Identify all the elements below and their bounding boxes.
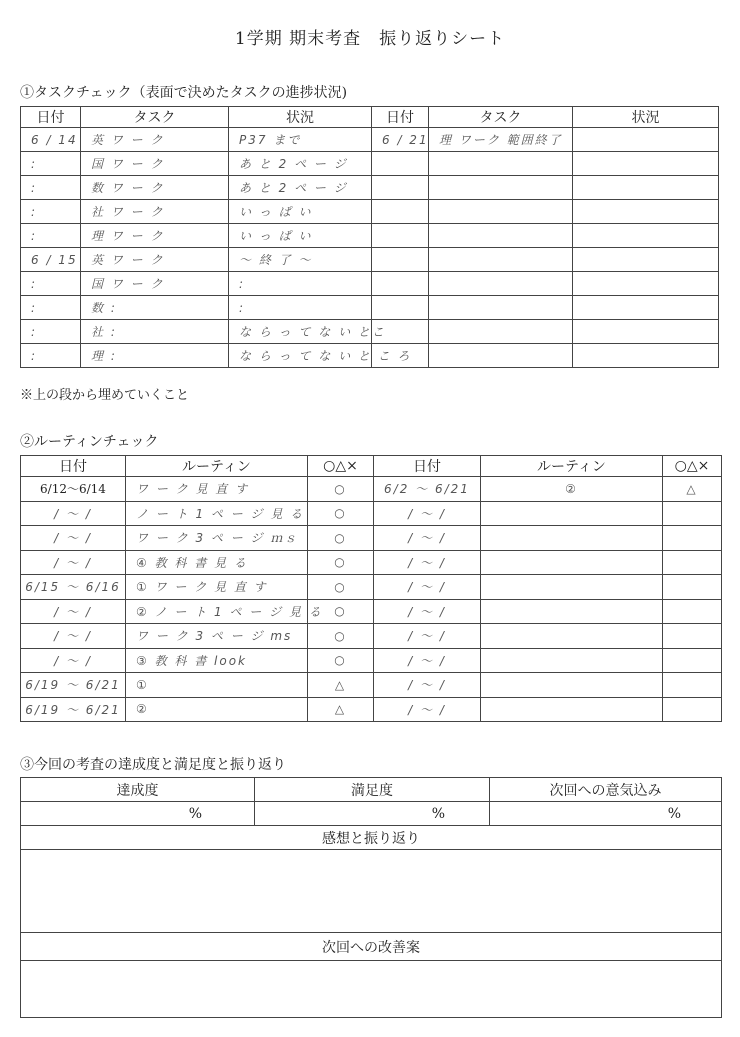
routine-name-right[interactable] <box>481 599 663 624</box>
task-header-status-left: 状況 <box>229 107 372 128</box>
routine-row <box>21 673 722 698</box>
impressions-label: 感想と振り返り <box>21 826 722 850</box>
routine-name-right[interactable] <box>481 526 663 551</box>
routine-row <box>21 697 722 722</box>
task-status-left[interactable]: な ら っ て な い と こ ろ <box>229 344 372 368</box>
task-date-left[interactable]: 6 / 14 <box>21 128 81 152</box>
task-name-left[interactable]: 社 : <box>81 320 229 344</box>
routine-date-right[interactable]: / ～ / <box>374 599 481 624</box>
routine-mark-right[interactable] <box>663 501 722 526</box>
routine-date-left[interactable]: 6/19 ～ 6/21 <box>21 697 126 722</box>
task-date-left[interactable]: : <box>21 176 81 200</box>
task-name-left[interactable]: 理 ワ ー ク <box>81 224 229 248</box>
task-name-right[interactable] <box>429 200 573 224</box>
satisfaction-percent[interactable]: % <box>255 802 490 826</box>
routine-body <box>21 477 722 722</box>
task-date-left[interactable]: 6 / 15 <box>21 248 81 272</box>
task-row <box>21 344 719 368</box>
routine-date-left[interactable]: 6/12～6/14 <box>21 477 126 502</box>
routine-name-right[interactable] <box>481 673 663 698</box>
task-note: ※上の段から埋めていくこと <box>20 388 190 403</box>
improvements-label: 次回への改善案 <box>21 933 722 961</box>
routine-header-date-right: 日付 <box>374 456 481 477</box>
routine-name-left[interactable]: ワ ー ク 見 直 す <box>126 477 308 502</box>
review-section-heading: ③今回の考査の達成度と満足度と振り返り <box>20 757 286 773</box>
task-row <box>21 176 719 200</box>
routine-name-right[interactable] <box>481 648 663 673</box>
routine-mark-left[interactable]: △ <box>308 673 374 698</box>
routine-name-right[interactable] <box>481 550 663 575</box>
impressions-area[interactable] <box>21 850 722 933</box>
task-date-left[interactable]: : <box>21 272 81 296</box>
review-header-row <box>21 778 722 802</box>
routine-name-right[interactable] <box>481 501 663 526</box>
routine-mark-left[interactable]: ○ <box>308 648 374 673</box>
task-date-right[interactable] <box>372 272 429 296</box>
routine-date-left[interactable]: 6/15 ～ 6/16 <box>21 575 126 600</box>
task-status-left[interactable]: あ と 2 ペ ー ジ <box>229 152 372 176</box>
review-percent-row <box>21 802 722 826</box>
routine-header-row <box>21 456 722 477</box>
routine-mark-left[interactable]: ○ <box>308 526 374 551</box>
routine-section-heading: ②ルーティンチェック <box>20 434 159 450</box>
task-status-right[interactable] <box>573 128 719 152</box>
task-name-right[interactable] <box>429 176 573 200</box>
impressions-label-row <box>21 826 722 850</box>
routine-mark-right[interactable] <box>663 673 722 698</box>
routine-date-right[interactable]: / ～ / <box>374 501 481 526</box>
achievement-percent[interactable]: % <box>21 802 255 826</box>
task-row <box>21 272 719 296</box>
task-date-left[interactable]: : <box>21 320 81 344</box>
task-header-task-right: タスク <box>429 107 573 128</box>
routine-mark-right[interactable] <box>663 575 722 600</box>
task-header-date-right: 日付 <box>372 107 429 128</box>
task-name-right[interactable] <box>429 296 573 320</box>
routine-header-routine-left: ルーティン <box>126 456 308 477</box>
task-status-right[interactable] <box>573 344 719 368</box>
task-date-left[interactable]: : <box>21 152 81 176</box>
routine-name-left[interactable]: ② ノ ー ト 1 ペ ー ジ 見 る <box>126 599 308 624</box>
achievement-header: 達成度 <box>21 778 255 802</box>
routine-date-right[interactable]: 6/2 ～ 6/21 <box>374 477 481 502</box>
task-date-left[interactable]: : <box>21 200 81 224</box>
task-date-right[interactable] <box>372 152 429 176</box>
task-status-right[interactable] <box>573 152 719 176</box>
task-name-right[interactable] <box>429 224 573 248</box>
routine-row <box>21 526 722 551</box>
routine-date-left[interactable]: / ～ / <box>21 501 126 526</box>
task-name-right[interactable] <box>429 272 573 296</box>
task-status-left[interactable]: あ と 2 ペ ー ジ <box>229 176 372 200</box>
impressions-area-row <box>21 850 722 933</box>
task-status-right[interactable] <box>573 296 719 320</box>
routine-name-right[interactable]: ② <box>481 477 663 502</box>
routine-mark-right[interactable] <box>663 648 722 673</box>
task-date-left[interactable]: : <box>21 224 81 248</box>
routine-name-left[interactable]: ワ ー ク 3 ペ ー ジ ms <box>126 624 308 649</box>
task-name-left[interactable]: 社 ワ ー ク <box>81 200 229 224</box>
next-goal-percent[interactable]: % <box>490 802 722 826</box>
task-status-left[interactable]: な ら っ て な い とこ <box>229 320 372 344</box>
task-name-left[interactable]: 国 ワ ー ク <box>81 152 229 176</box>
task-row <box>21 296 719 320</box>
task-status-left[interactable]: い っ ぱ い <box>229 200 372 224</box>
task-status-right[interactable] <box>573 176 719 200</box>
next-goal-header: 次回への意気込み <box>490 778 722 802</box>
routine-row <box>21 550 722 575</box>
routine-mark-left[interactable]: ○ <box>308 501 374 526</box>
routine-mark-left[interactable]: ○ <box>308 624 374 649</box>
task-name-left[interactable]: 理 : <box>81 344 229 368</box>
task-row <box>21 128 719 152</box>
routine-date-right[interactable]: / ～ / <box>374 575 481 600</box>
routine-check-table <box>20 455 722 722</box>
routine-name-left[interactable]: ② <box>126 697 308 722</box>
routine-mark-left[interactable]: ○ <box>308 550 374 575</box>
routine-row <box>21 501 722 526</box>
task-header-task-left: タスク <box>81 107 229 128</box>
routine-mark-right[interactable] <box>663 526 722 551</box>
routine-row <box>21 599 722 624</box>
routine-mark-right[interactable]: △ <box>663 477 722 502</box>
routine-date-left[interactable]: / ～ / <box>21 526 126 551</box>
routine-date-right[interactable]: / ～ / <box>374 624 481 649</box>
routine-mark-right[interactable] <box>663 624 722 649</box>
routine-mark-left[interactable]: △ <box>308 697 374 722</box>
task-name-left[interactable]: 数 ワ ー ク <box>81 176 229 200</box>
routine-name-left[interactable]: ① ワ ー ク 見 直 す <box>126 575 308 600</box>
task-body <box>21 128 719 368</box>
task-status-left[interactable]: P37 まで <box>229 128 372 152</box>
task-name-right[interactable] <box>429 248 573 272</box>
routine-mark-left[interactable]: ○ <box>308 599 374 624</box>
routine-date-left[interactable]: / ～ / <box>21 599 126 624</box>
task-date-right[interactable]: 6 / 21 <box>372 128 429 152</box>
review-table <box>20 777 722 1018</box>
routine-name-right[interactable] <box>481 697 663 722</box>
routine-mark-right[interactable] <box>663 550 722 575</box>
routine-row <box>21 624 722 649</box>
task-status-right[interactable] <box>573 200 719 224</box>
routine-mark-left[interactable]: ○ <box>308 477 374 502</box>
task-date-right[interactable] <box>372 248 429 272</box>
routine-mark-right[interactable] <box>663 697 722 722</box>
task-date-right[interactable] <box>372 176 429 200</box>
improvements-label-row <box>21 933 722 961</box>
routine-date-right[interactable]: / ～ / <box>374 526 481 551</box>
task-name-left[interactable]: 国 ワ ー ク <box>81 272 229 296</box>
task-row <box>21 248 719 272</box>
task-header-status-right: 状況 <box>573 107 719 128</box>
task-status-left[interactable]: い っ ぱ い <box>229 224 372 248</box>
routine-name-left[interactable]: ① <box>126 673 308 698</box>
task-date-left[interactable]: : <box>21 344 81 368</box>
routine-row <box>21 575 722 600</box>
routine-date-right[interactable]: / ～ / <box>374 550 481 575</box>
task-name-left[interactable]: 英 ワ ー ク <box>81 248 229 272</box>
routine-date-left[interactable]: / ～ / <box>21 624 126 649</box>
routine-header-mark-right: ○△× <box>663 456 722 477</box>
improvements-area[interactable] <box>21 961 722 1018</box>
routine-date-right[interactable]: / ～ / <box>374 648 481 673</box>
task-status-left[interactable]: : <box>229 272 372 296</box>
task-name-left[interactable]: 英 ワ ー ク <box>81 128 229 152</box>
task-date-right[interactable] <box>372 296 429 320</box>
task-date-left[interactable]: : <box>21 296 81 320</box>
routine-name-left[interactable]: ④ 教 科 書 見 る <box>126 550 308 575</box>
routine-row <box>21 648 722 673</box>
task-status-right[interactable] <box>573 248 719 272</box>
improvements-area-row <box>21 961 722 1018</box>
task-row <box>21 224 719 248</box>
routine-date-left[interactable]: / ～ / <box>21 648 126 673</box>
routine-row <box>21 477 722 502</box>
task-status-right[interactable] <box>573 224 719 248</box>
routine-date-right[interactable]: / ～ / <box>374 673 481 698</box>
task-status-right[interactable] <box>573 320 719 344</box>
routine-name-left[interactable]: ワ ー ク 3 ペ ー ジ ｍｓ <box>126 526 308 551</box>
task-status-left[interactable]: ～ 終 了 ～ <box>229 248 372 272</box>
task-header-date-left: 日付 <box>21 107 81 128</box>
routine-mark-left[interactable]: ○ <box>308 575 374 600</box>
task-name-right[interactable] <box>429 152 573 176</box>
routine-date-right[interactable]: / ～ / <box>374 697 481 722</box>
satisfaction-header: 満足度 <box>255 778 490 802</box>
task-header-row <box>21 107 719 128</box>
task-date-right[interactable] <box>372 224 429 248</box>
routine-header-routine-right: ルーティン <box>481 456 663 477</box>
task-name-right[interactable] <box>429 320 573 344</box>
task-date-right[interactable] <box>372 200 429 224</box>
routine-name-right[interactable] <box>481 575 663 600</box>
task-status-left[interactable]: : <box>229 296 372 320</box>
task-section-heading: ①タスクチェック（表面で決めたタスクの進捗状況) <box>20 85 348 101</box>
routine-mark-right[interactable] <box>663 599 722 624</box>
task-name-right[interactable]: 理 ワーク 範囲終了 <box>429 128 573 152</box>
task-row <box>21 320 719 344</box>
routine-date-left[interactable]: 6/19 ～ 6/21 <box>21 673 126 698</box>
task-name-left[interactable]: 数 : <box>81 296 229 320</box>
routine-name-right[interactable] <box>481 624 663 649</box>
routine-name-left[interactable]: ③ 教 科 書 look <box>126 648 308 673</box>
routine-name-left[interactable]: ノ ー ト 1 ペ ー ジ 見 る <box>126 501 308 526</box>
routine-header-mark-left: ○△× <box>308 456 374 477</box>
task-status-right[interactable] <box>573 272 719 296</box>
routine-header-date-left: 日付 <box>21 456 126 477</box>
sheet-title: 1学期 期末考査 振り返りシート <box>234 29 506 49</box>
task-row <box>21 152 719 176</box>
task-name-right[interactable] <box>429 344 573 368</box>
routine-date-left[interactable]: / ～ / <box>21 550 126 575</box>
task-row <box>21 200 719 224</box>
task-check-table <box>20 106 719 368</box>
